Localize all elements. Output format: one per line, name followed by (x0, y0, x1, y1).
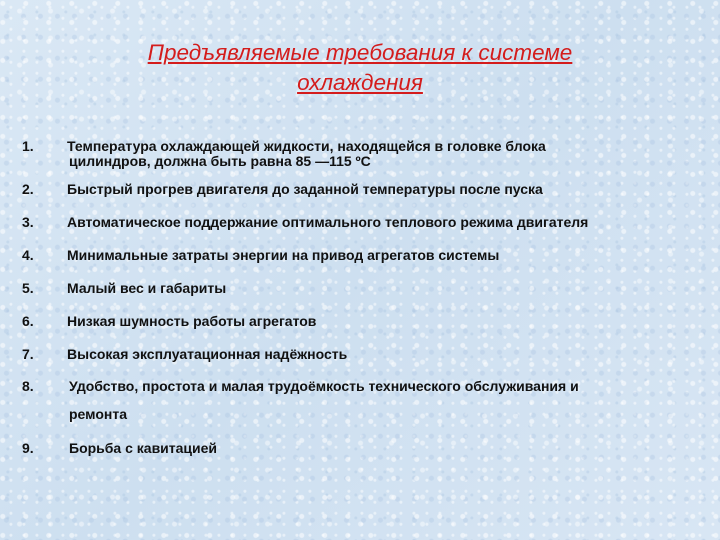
item-text-continuation: цилиндров, должна быть равна 85 —115 ºС (69, 153, 371, 169)
item-number: 7. (22, 346, 34, 362)
item-number: 8. (22, 378, 34, 394)
item-number: 6. (22, 313, 34, 329)
item-number: 5. (22, 280, 34, 296)
slide-title-line-1: Предъявляемые требования к системе (147, 40, 573, 65)
item-text: Удобство, простота и малая трудоёмкость технического обслуживания и (69, 378, 579, 394)
slide-title (60, 38, 660, 98)
item-number: 9. (22, 440, 34, 456)
item-text: Низкая шумность работы агрегатов (67, 313, 317, 329)
item-text: Температура охлаждающей жидкости, находящейся в головке блока (67, 138, 546, 154)
slide-title-line-2: охлаждения (297, 70, 423, 95)
item-number: 1. (22, 138, 34, 154)
item-text: Автоматическое поддержание оптимального теплового режима двигателя (67, 214, 589, 230)
item-text-continuation: ремонта (69, 406, 127, 422)
item-text: Высокая эксплуатационная надёжность (67, 346, 348, 362)
item-text: Малый вес и габариты (67, 280, 227, 296)
item-number: 3. (22, 214, 34, 230)
item-text: Минимальные затраты энергии на привод агрегатов системы (67, 247, 500, 263)
item-text: Быстрый прогрев двигателя до заданной температуры после пуска (67, 181, 543, 197)
item-number: 2. (22, 181, 34, 197)
item-text: Борьба с кавитацией (69, 440, 218, 456)
item-number: 4. (22, 247, 34, 263)
